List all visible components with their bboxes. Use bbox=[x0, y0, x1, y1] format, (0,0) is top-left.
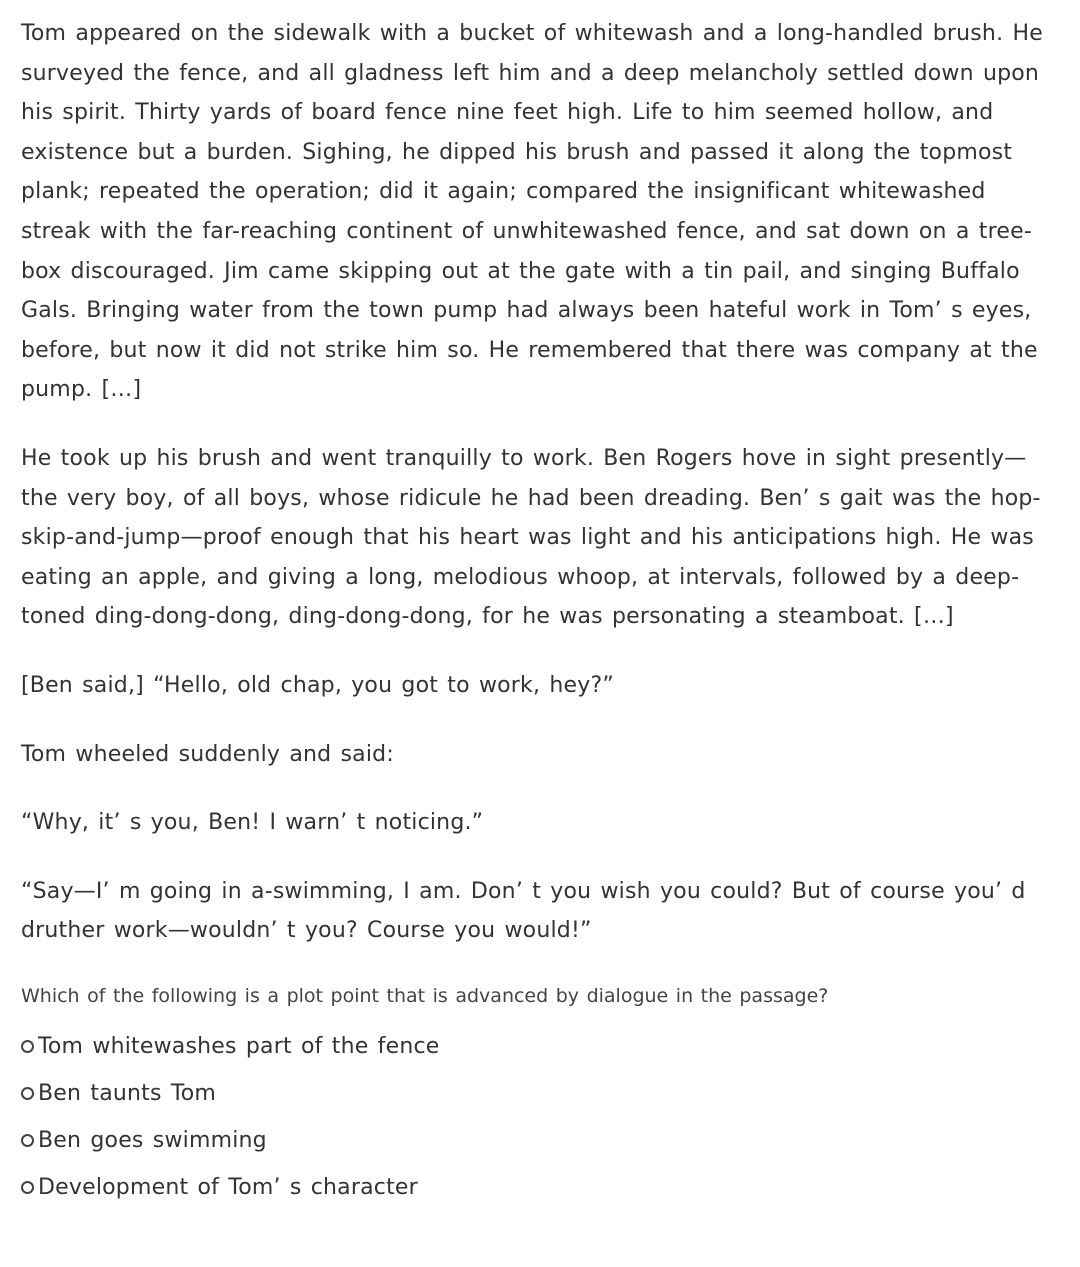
radio-circle-icon[interactable] bbox=[21, 1181, 34, 1194]
passage-paragraph-2: He took up his brush and went tranquilly to work. Ben Rogers hove in sight presently—the very boy, of all boys, whose ridicule he had been dreading. Ben’ s gait was the hop-skip-and-jump—proof enough that his heart was light and his anticipations high. He was eating an apple, and giving a long, melodious whoop, at intervals, followed by a deep-toned ding-dong-dong, ding-dong-dong, for he was personating a steamboat. […] bbox=[21, 445, 1041, 630]
question-prompt: Which of the following is a plot point that is advanced by dialogue in the passage? bbox=[21, 984, 829, 1007]
answer-option-2[interactable] bbox=[21, 1070, 1060, 1117]
answer-options bbox=[21, 1023, 1060, 1211]
passage-paragraph-4: Tom wheeled suddenly and said: bbox=[21, 741, 394, 767]
passage bbox=[21, 14, 1060, 951]
radio-circle-icon[interactable] bbox=[21, 1040, 34, 1053]
passage-paragraph-1: Tom appeared on the sidewalk with a bucket of whitewash and a long-handled brush. He surveyed the fence, and all gladness left him and a deep melancholy settled down upon his spirit. Thirty yards of board fence nine feet high. Life to him seemed hollow, and existence but a burden. Sighing, he dipped his brush and passed it along the topmost plank; repeated the operation; did it again; compared the insignificant whitewashed streak with the far-reaching continent of unwhitewashed fence, and sat down on a tree-box discouraged. Jim came skipping out at the gate with a tin pail, and singing Buffalo Gals. Bringing water from the town pump had always been hateful work in Tom’ s eyes, before, but now it did not strike him so. He remembered that there was company at the pump. […] bbox=[21, 21, 1043, 403]
answer-option-label: Ben goes swimming bbox=[38, 1127, 267, 1153]
radio-circle-icon[interactable] bbox=[21, 1087, 34, 1100]
answer-option-3[interactable] bbox=[21, 1117, 1060, 1164]
question-block bbox=[21, 979, 1060, 1211]
answer-option-label: Development of Tom’ s character bbox=[38, 1174, 418, 1200]
passage-paragraph-3: [Ben said,] “Hello, old chap, you got to work, hey?” bbox=[21, 672, 614, 698]
answer-option-label: Tom whitewashes part of the fence bbox=[38, 1033, 440, 1059]
passage-paragraph-6: “Say—I’ m going in a-swimming, I am. Don’ t you wish you could? But of course you’ d druther work—wouldn’ t you? Course you would!” bbox=[21, 878, 1026, 944]
answer-option-4[interactable] bbox=[21, 1164, 1060, 1211]
answer-option-1[interactable] bbox=[21, 1023, 1060, 1070]
passage-paragraph-5: “Why, it’ s you, Ben! I warn’ t noticing.” bbox=[21, 810, 484, 836]
radio-circle-icon[interactable] bbox=[21, 1134, 34, 1147]
answer-option-label: Ben taunts Tom bbox=[38, 1080, 217, 1106]
